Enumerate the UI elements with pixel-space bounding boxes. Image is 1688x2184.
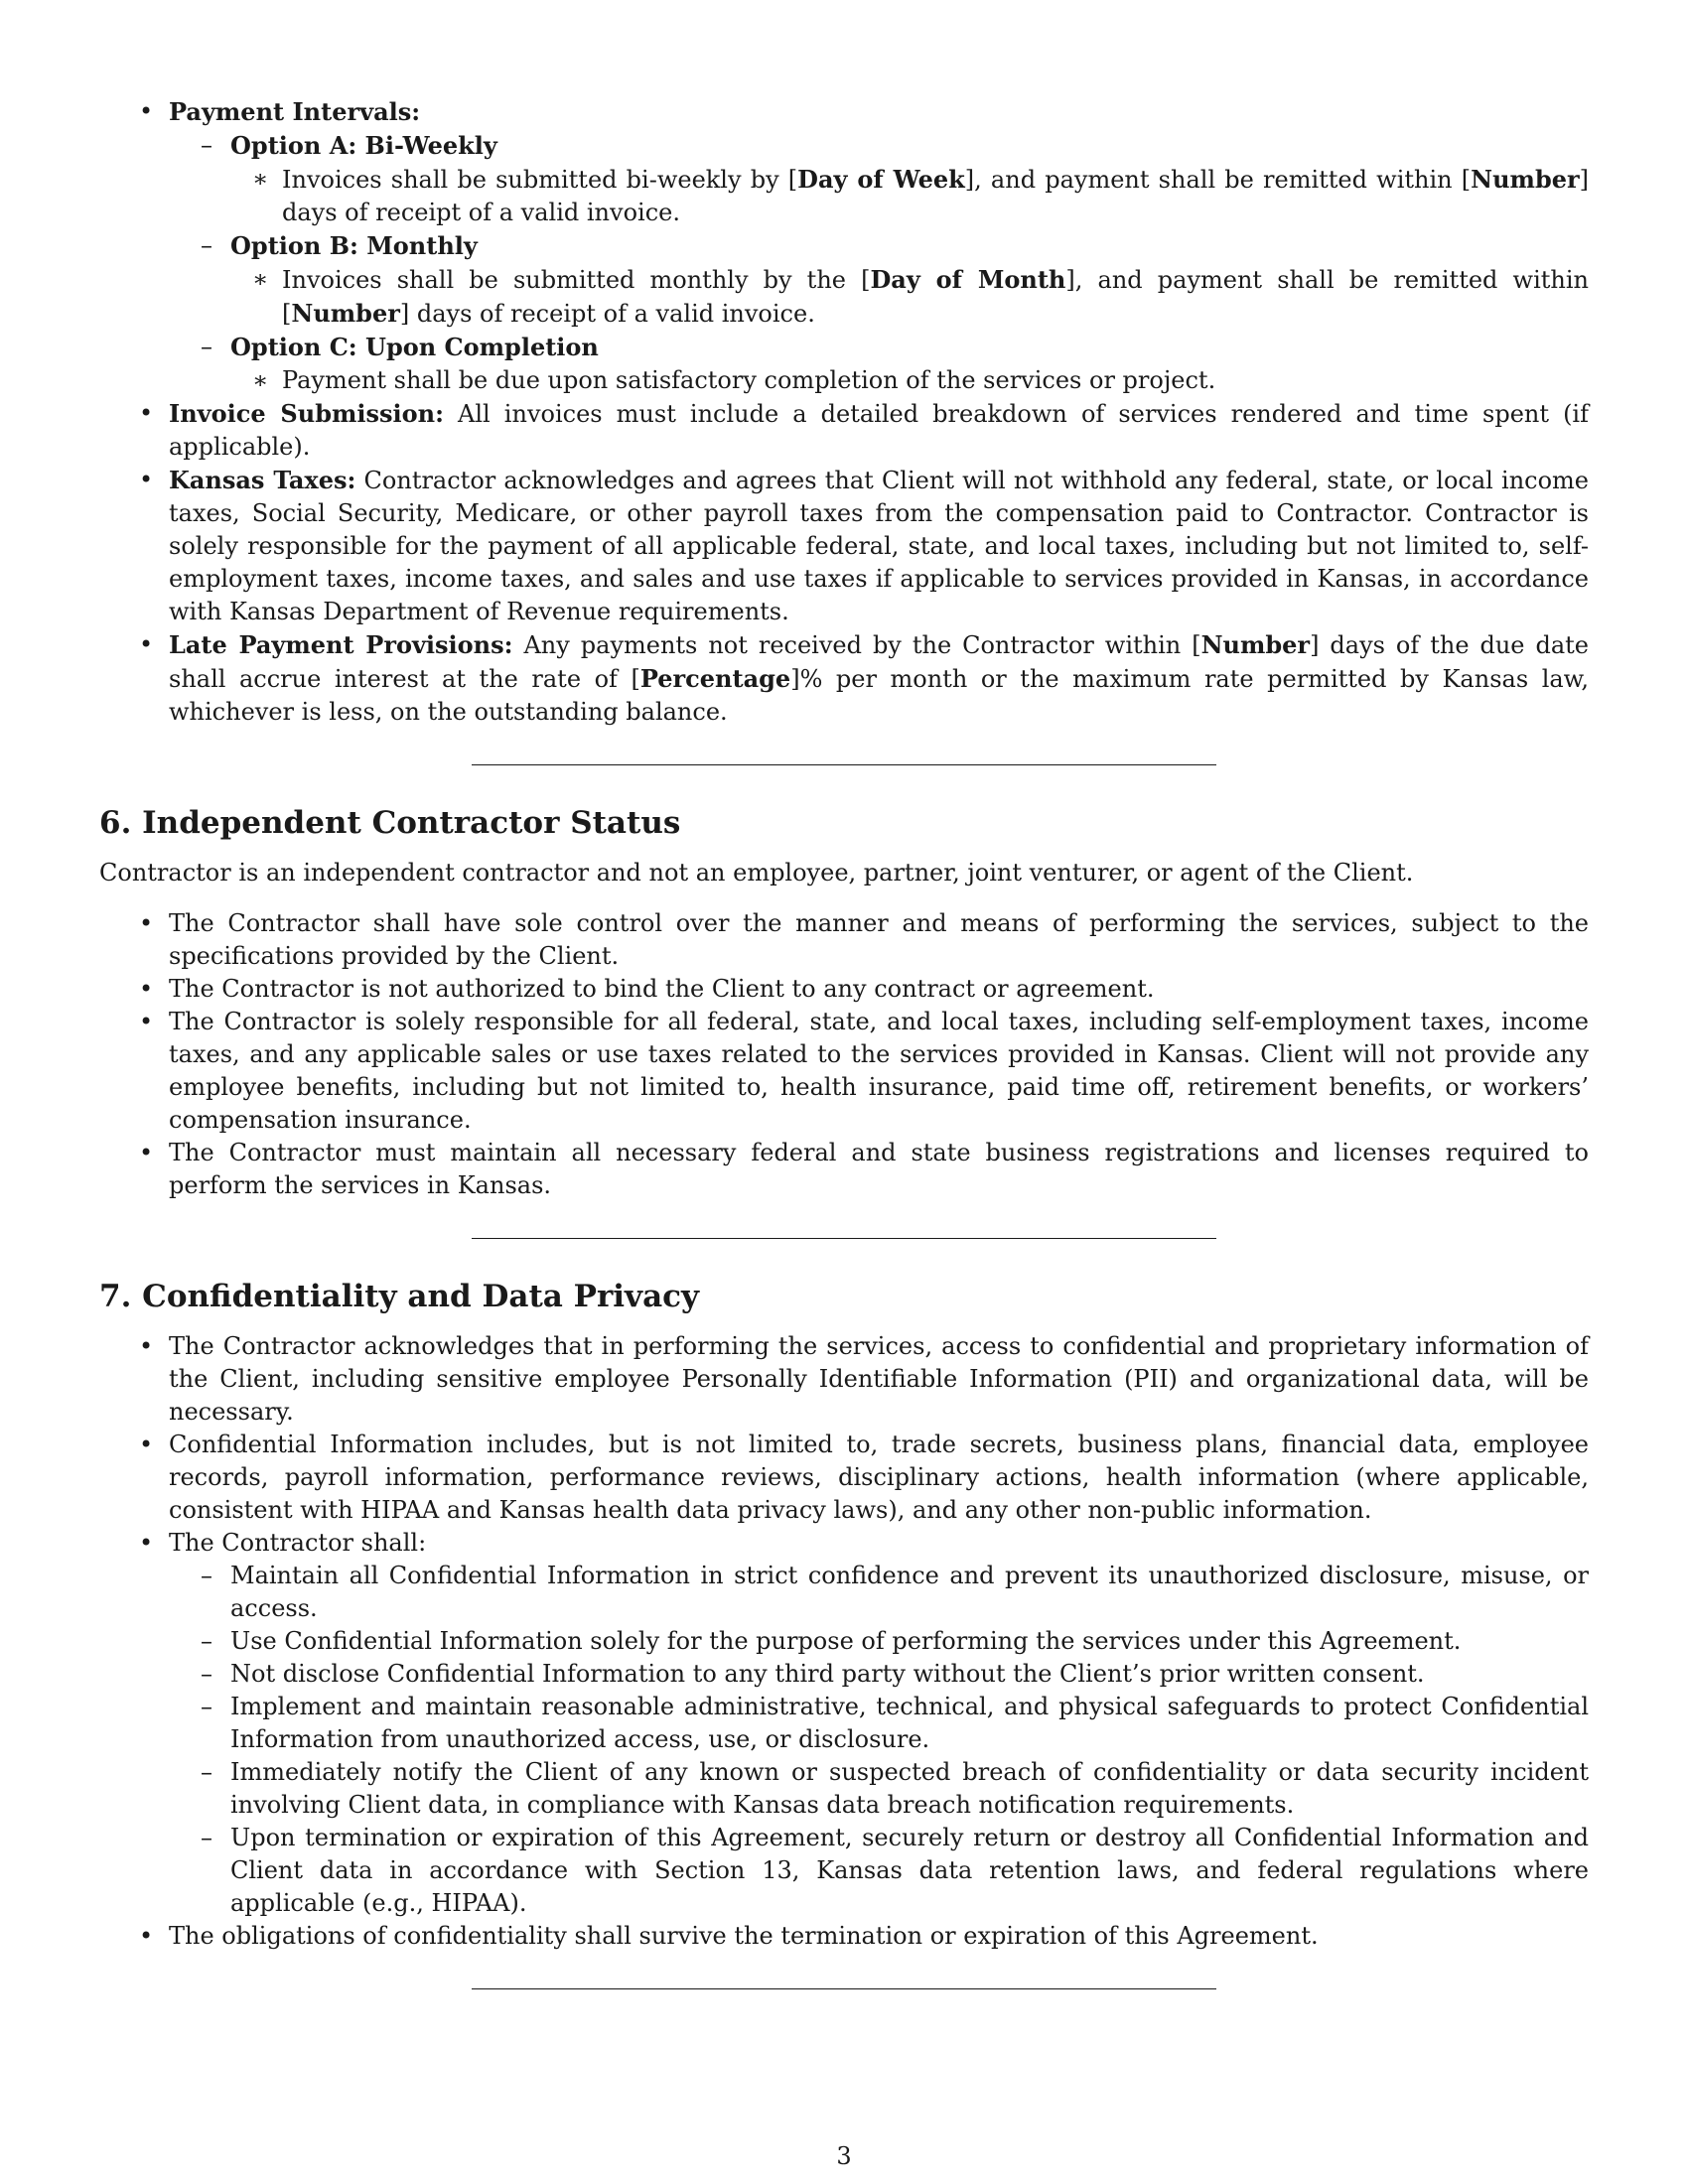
option-c-label: Option C: Upon Completion <box>230 333 599 361</box>
placeholder-field: Number <box>1200 630 1311 659</box>
placeholder-field: Day of Month <box>870 265 1066 294</box>
body-text: , and payment shall be remitted within <box>974 166 1462 194</box>
body-text: % per month or the maximum rate permitted by Kansas law, whichever is less, on the outstanding balance. <box>169 665 1589 726</box>
late-payment-label: Late Payment Provisions: <box>169 630 513 659</box>
section-7-list <box>99 1330 1589 1953</box>
list-item: • The Contractor shall have sole control over the manner and means of performing the services, subject to the specifications provided by the Client. <box>169 907 1589 973</box>
body-text: All invoices must include a detailed breakdown of services rendered and time spent (if applicable). <box>169 400 1589 461</box>
kansas-taxes-label: Kansas Taxes: <box>169 466 356 494</box>
list-item: • The Contractor acknowledges that in performing the services, access to confidential and proprietary information of the Client, including sensitive employee Personally Identifiable Information (PII) and organizational data, will be necessary. <box>169 1330 1589 1429</box>
list-item: • Confidential Information includes, but is not limited to, trade secrets, business plans, financial data, employee records, payroll information, performance reviews, disciplinary actions, health information (where applicable, consistent with HIPAA and Kansas health data privacy laws), and any other non-public information. <box>169 1429 1589 1527</box>
option-a-details <box>230 163 1589 229</box>
section-divider <box>472 764 1216 765</box>
contractor-obligations-list <box>169 1560 1589 1920</box>
body-text: Contractor acknowledges and agrees that Client will not withhold any federal, state, or local income taxes, Social Security, Medicare, or other payroll taxes from the compensation paid to Contractor. Contractor is solely responsible for the payment of all applicable federal, state, and local taxes, including but not limited to, self-employment taxes, income taxes, and sales and use taxes if applicable to services provided in Kansas, in accordance with Kansas Department of Revenue requirements. <box>169 467 1589 625</box>
list-item: – Maintain all Confidential Information in strict confidence and prevent its unauthorized disclosure, misuse, or access. <box>230 1560 1589 1625</box>
option-b-label: Option B: Monthly <box>230 231 478 260</box>
list-item <box>230 229 1589 331</box>
document-page <box>99 95 1589 1989</box>
body-text: Any payments not received by the Contractor within <box>512 631 1193 659</box>
list-item <box>230 129 1589 229</box>
list-item: – Upon termination or expiration of this Agreement, securely return or destroy all Confidential Information and Client data in accordance with Section 13, Kansas data retention laws, and federal regulations where applicable (e.g., HIPAA). <box>230 1822 1589 1920</box>
list-item <box>169 464 1589 628</box>
invoice-submission-label: Invoice Submission: <box>169 399 444 428</box>
list-item: • The Contractor is solely responsible for all federal, state, and local taxes, including self-employment taxes, income taxes, and any applicable sales or use taxes related to the services provided in Kansas. Client will not provide any employee benefits, including but not limited to, health insurance, paid time off, retirement benefits, or workers’ compensation insurance. <box>169 1006 1589 1137</box>
list-item: – Not disclose Confidential Information to any third party without the Client’s prior written consent. <box>230 1658 1589 1691</box>
list-item <box>169 95 1589 397</box>
placeholder-field: Number <box>291 299 400 328</box>
page-number: 3 <box>836 2142 852 2170</box>
placeholder-field: Percentage <box>639 664 791 693</box>
section-divider <box>472 1238 1216 1239</box>
list-item: • The Contractor must maintain all necessary federal and state business registrations and licenses required to perform the services in Kansas. <box>169 1137 1589 1202</box>
list-item: ∗ Invoices shall be submitted bi-weekly by [Day of Week], and payment shall be remitted within [Number] days of receipt of a valid invoice. <box>282 163 1589 229</box>
option-c-details <box>230 364 1589 397</box>
body-text: days of the due date shall accrue interest at the rate of <box>169 631 1589 693</box>
list-item <box>169 397 1589 464</box>
list-item: • The Contractor is not authorized to bind the Client to any contract or agreement. <box>169 973 1589 1006</box>
list-item <box>230 331 1589 397</box>
list-item: • The obligations of confidentiality shall survive the termination or expiration of this Agreement. <box>169 1920 1589 1953</box>
section-6-intro: Contractor is an independent contractor and not an employee, partner, joint venturer, or agent of the Client. <box>99 859 1414 887</box>
option-a-label: Option A: Bi-Weekly <box>230 131 497 160</box>
body-text: days of receipt of a valid invoice. <box>282 199 680 226</box>
list-item <box>169 1527 1589 1920</box>
list-item: – Immediately notify the Client of any known or suspected breach of confidentiality or data security incident involving Client data, in compliance with Kansas data breach notification requirements. <box>230 1756 1589 1822</box>
section-divider <box>472 1988 1216 1989</box>
payment-options-list <box>169 129 1589 397</box>
body-text: , and payment shall be remitted within <box>1074 266 1589 294</box>
list-item: – Implement and maintain reasonable administrative, technical, and physical safeguards to protect Confidential Information from unauthorized access, use, or disclosure. <box>230 1691 1589 1756</box>
body-text: days of receipt of a valid invoice. <box>409 300 815 328</box>
list-item: – Use Confidential Information solely for the purpose of performing the services under this Agreement. <box>230 1625 1589 1658</box>
body-text: Invoices shall be submitted monthly by the <box>282 266 862 294</box>
payment-intervals-label: Payment Intervals: <box>169 97 421 126</box>
list-item: • Late Payment Provisions: Any payments not received by the Contractor within [Number] days of the due date shall accrue interest at the rate of [Percentage]% per month or the maximum rate permitted by Kansas law, whichever is less, on the outstanding balance. <box>169 628 1589 729</box>
option-b-details <box>230 263 1589 331</box>
list-item: ∗ Payment shall be due upon satisfactory completion of the services or project. <box>282 364 1589 397</box>
placeholder-field: Number <box>1471 165 1580 194</box>
body-text: Invoices shall be submitted bi-weekly by <box>282 166 788 194</box>
contractor-shall-label: The Contractor shall: <box>169 1529 427 1557</box>
section-6-heading: 6. Independent Contractor Status <box>99 805 681 841</box>
placeholder-field: Day of Week <box>797 165 965 194</box>
payment-terms-list <box>99 95 1589 729</box>
section-6-list <box>99 907 1589 1202</box>
list-item: ∗ Invoices shall be submitted monthly by the [Day of Month], and payment shall be remitted within [Number] days of receipt of a valid invoice. <box>282 263 1589 331</box>
section-7-heading: 7. Confidentiality and Data Privacy <box>99 1279 700 1314</box>
